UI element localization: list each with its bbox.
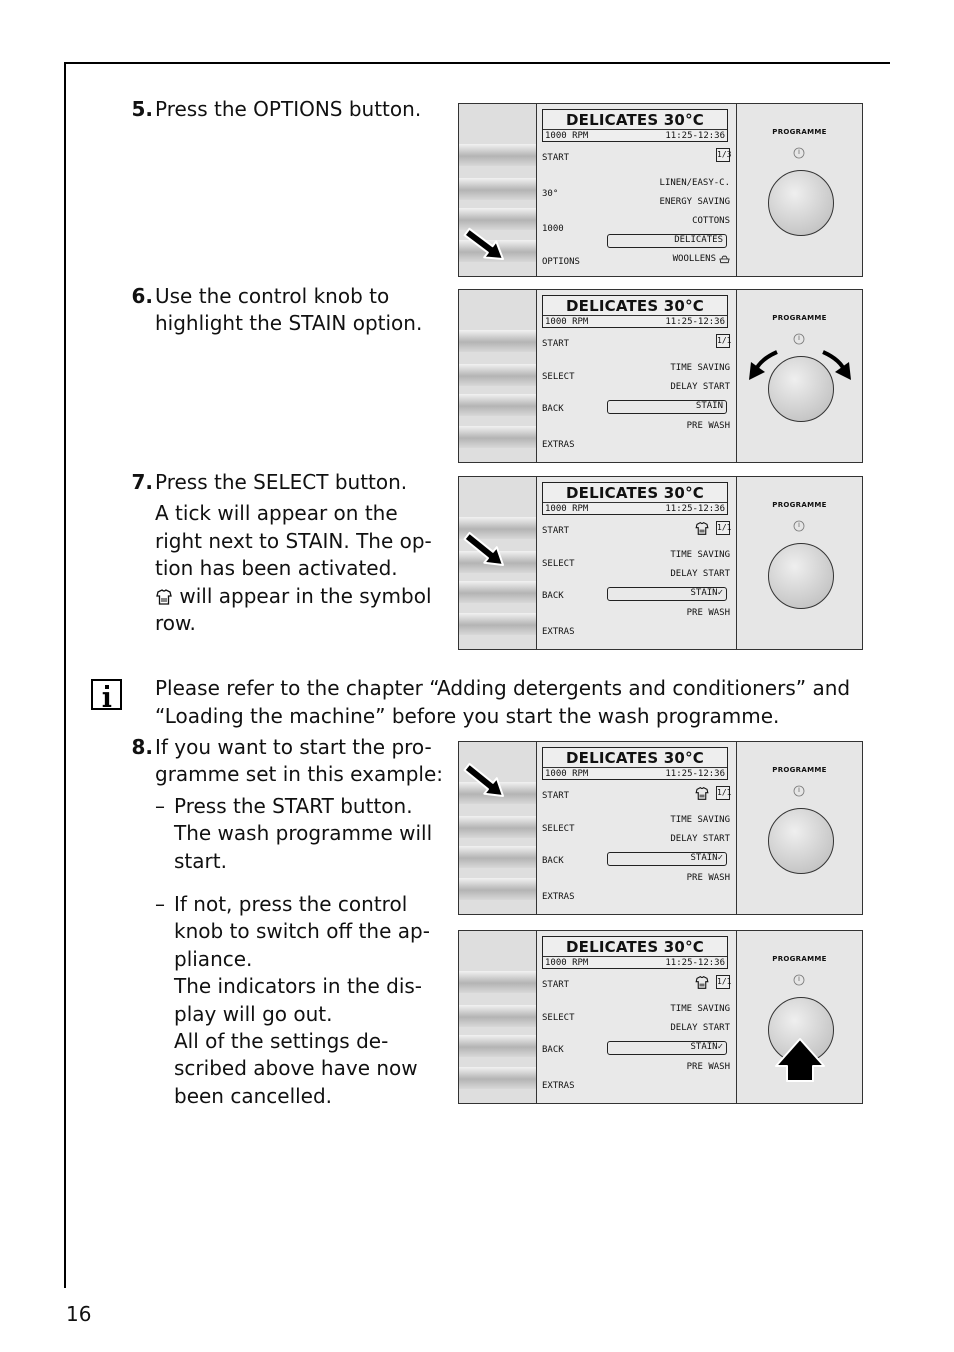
panel-button-column [459, 290, 537, 462]
programme-label: PROGRAMME [772, 128, 827, 136]
panel-button[interactable] [459, 1005, 536, 1027]
step-5 [131, 96, 445, 123]
programme-label: PROGRAMME [772, 766, 827, 774]
button-label: EXTRAS [542, 627, 575, 637]
page-number: 16 [66, 1302, 92, 1326]
bullet-dash: – [155, 793, 165, 818]
menu-option: COTTONS [692, 216, 730, 226]
display-screen [537, 104, 737, 276]
bullet-switch-off [155, 891, 450, 1110]
programme-title: DELICATES 30°C [566, 749, 704, 767]
info-note-line: Please refer to the chapter “Adding detergents and conditioners” and [155, 676, 851, 700]
display-title-box [542, 747, 728, 780]
spin-speed: 1000 RPM [545, 131, 589, 141]
control-panel-5 [458, 930, 863, 1104]
display-screen [537, 290, 737, 462]
bullet-line: The wash programme will [174, 821, 433, 846]
step-text-line: highlight the STAIN option. [155, 311, 423, 336]
step-number: 6. [131, 284, 153, 308]
time-window: 11:25-12:36 [665, 131, 725, 141]
control-panel-2 [458, 289, 863, 463]
display-screen [537, 931, 737, 1103]
panel-button[interactable] [459, 178, 536, 200]
top-rule [64, 62, 890, 64]
step-text-line: right next to STAIN. The op- [155, 528, 432, 553]
programme-knob-area [737, 290, 862, 462]
panel-button[interactable] [459, 330, 536, 352]
button-label: 30° [542, 189, 559, 199]
bullet-line: knob to switch off the ap- [174, 919, 430, 944]
highlighted-option: DELICATES [607, 234, 727, 248]
button-label: EXTRAS [542, 1081, 575, 1091]
stain-shirt-icon [155, 588, 173, 606]
step-text-line: row. [155, 611, 196, 636]
bullet-line: play will go out. [174, 1001, 333, 1026]
panel-button[interactable] [459, 394, 536, 416]
menu-option: PRE WASH [686, 873, 730, 883]
panel-button[interactable] [459, 1067, 536, 1089]
button-label: START [542, 791, 570, 801]
menu-option: DELAY START [670, 382, 730, 392]
menu-option: ENERGY SAVING [659, 197, 730, 207]
time-window: 11:25-12:36 [665, 769, 725, 779]
info-note-line: “Loading the machine” before you start the wash programme. [155, 704, 780, 728]
panel-button-column [459, 477, 537, 649]
button-label: SELECT [542, 372, 575, 382]
menu-option: DELAY START [670, 569, 730, 579]
info-icon [91, 679, 122, 710]
button-label: BACK [542, 404, 564, 414]
phase-indicator: 1/1 [716, 786, 730, 800]
panel-button[interactable] [459, 144, 536, 166]
bullet-line: If not, press the control [174, 892, 408, 917]
panel-button-column [459, 931, 537, 1103]
display-title-box [542, 295, 728, 328]
menu-option: LINEN/EASY-C. [659, 178, 730, 188]
button-label: OPTIONS [542, 257, 580, 267]
menu-option: TIME SAVING [670, 1004, 730, 1014]
programme-title: DELICATES 30°C [566, 938, 704, 956]
panel-button[interactable] [459, 551, 536, 573]
step-text-line: Use the control knob to [155, 284, 390, 308]
programme-knob-area [737, 742, 862, 914]
button-label: START [542, 339, 570, 349]
time-window: 11:25-12:36 [665, 958, 725, 968]
step-6 [131, 283, 445, 338]
display-title-box [542, 936, 728, 969]
programme-knob[interactable] [768, 170, 834, 236]
button-label: BACK [542, 1045, 564, 1055]
panel-button[interactable] [459, 426, 536, 448]
menu-option: TIME SAVING [670, 363, 730, 373]
step-number: 5. [131, 97, 153, 121]
step-text-line: Press the SELECT button. [155, 470, 408, 494]
button-label: SELECT [542, 559, 575, 569]
panel-button[interactable] [459, 782, 536, 804]
power-icon [793, 785, 805, 797]
bullet-line: been cancelled. [174, 1083, 333, 1108]
panel-button[interactable] [459, 364, 536, 386]
programme-knob[interactable] [768, 808, 834, 874]
button-label: BACK [542, 856, 564, 866]
step-number: 7. [131, 470, 153, 494]
bullet-line: start. [174, 848, 227, 873]
programme-knob-area [737, 104, 862, 276]
programme-label: PROGRAMME [772, 955, 827, 963]
step-text: Press the OPTIONS button. [155, 97, 422, 121]
control-panel-1 [458, 103, 863, 277]
programme-title: DELICATES 30°C [566, 484, 704, 502]
power-icon [793, 520, 805, 532]
info-note [155, 674, 895, 730]
button-label: START [542, 980, 570, 990]
phase-indicator: 1/1 [716, 334, 730, 348]
power-icon [793, 147, 805, 159]
menu-option: PRE WASH [686, 421, 730, 431]
panel-button[interactable] [459, 581, 536, 603]
power-icon [793, 974, 805, 986]
panel-button[interactable] [459, 613, 536, 635]
symbol-row-text: will appear in the symbol [173, 583, 432, 608]
bullet-start [155, 793, 450, 875]
panel-button-column [459, 742, 537, 914]
button-label: EXTRAS [542, 440, 575, 450]
step-number: 8. [131, 735, 153, 759]
hand-wash-icon [719, 254, 730, 264]
programme-title: DELICATES 30°C [566, 111, 704, 129]
spin-speed: 1000 RPM [545, 958, 589, 968]
display-screen [537, 477, 737, 649]
menu-option: PRE WASH [686, 608, 730, 618]
menu-option: DELAY START [670, 1023, 730, 1033]
time-window: 11:25-12:36 [665, 317, 725, 327]
stain-shirt-icon [694, 786, 710, 801]
spin-speed: 1000 RPM [545, 769, 589, 779]
programme-knob-area [737, 931, 862, 1103]
highlighted-option: STAIN✓ [607, 587, 727, 601]
phase-indicator: 1/1 [716, 975, 730, 989]
bullet-line: scribed above have now [174, 1056, 418, 1081]
spin-speed: 1000 RPM [545, 504, 589, 514]
step-7 [131, 469, 450, 637]
button-label: EXTRAS [542, 892, 575, 902]
button-label: START [542, 153, 570, 163]
panel-button[interactable] [459, 1035, 536, 1057]
panel-button[interactable] [459, 240, 536, 262]
menu-option: TIME SAVING [670, 815, 730, 825]
highlighted-option: STAIN✓ [607, 852, 727, 866]
panel-button[interactable] [459, 816, 536, 838]
programme-knob-area [737, 477, 862, 649]
time-window: 11:25-12:36 [665, 504, 725, 514]
phase-indicator: 1/1 [716, 521, 730, 535]
menu-option: TIME SAVING [670, 550, 730, 560]
programme-knob[interactable] [768, 356, 834, 422]
button-label: SELECT [542, 1013, 575, 1023]
highlighted-option: STAIN✓ [607, 1041, 727, 1055]
bullet-dash: – [155, 892, 165, 917]
panel-button[interactable] [459, 208, 536, 230]
spin-speed: 1000 RPM [545, 317, 589, 327]
step-text-line: tion has been activated. [155, 556, 398, 581]
button-label: 1000 [542, 224, 564, 234]
phase-indicator: 1/3 [716, 148, 730, 162]
programme-label: PROGRAMME [772, 501, 827, 509]
step-text-line: If you want to start the pro- [155, 735, 432, 759]
menu-option: PRE WASH [686, 1062, 730, 1072]
highlighted-option: STAIN [607, 400, 727, 414]
panel-button[interactable] [459, 878, 536, 900]
panel-button[interactable] [459, 846, 536, 868]
display-screen [537, 742, 737, 914]
button-label: SELECT [542, 824, 575, 834]
left-rule [64, 62, 66, 1288]
programme-title: DELICATES 30°C [566, 297, 704, 315]
step-text-line: gramme set in this example: [155, 762, 443, 787]
control-panel-3 [458, 476, 863, 650]
button-label: START [542, 526, 570, 536]
button-label: BACK [542, 591, 564, 601]
bullet-line: Press the START button. [174, 793, 413, 818]
panel-button[interactable] [459, 971, 536, 993]
bullet-line: The indicators in the dis- [174, 974, 423, 999]
programme-knob[interactable] [768, 543, 834, 609]
stain-shirt-icon [694, 975, 710, 990]
display-title-box [542, 109, 728, 142]
bullet-line: pliance. [174, 946, 253, 971]
power-icon [793, 333, 805, 345]
panel-button-column [459, 104, 537, 276]
panel-button[interactable] [459, 517, 536, 539]
step-8 [131, 734, 450, 1110]
step-text-line: A tick will appear on the [155, 501, 398, 526]
programme-label: PROGRAMME [772, 314, 827, 322]
programme-knob[interactable] [768, 997, 834, 1063]
bullet-line: All of the settings de- [174, 1029, 389, 1054]
stain-shirt-icon [694, 521, 710, 536]
menu-option: DELAY START [670, 834, 730, 844]
menu-option: WOOLLENS [672, 254, 716, 264]
control-panel-4 [458, 741, 863, 915]
display-title-box [542, 482, 728, 515]
step-text-line [155, 583, 450, 610]
